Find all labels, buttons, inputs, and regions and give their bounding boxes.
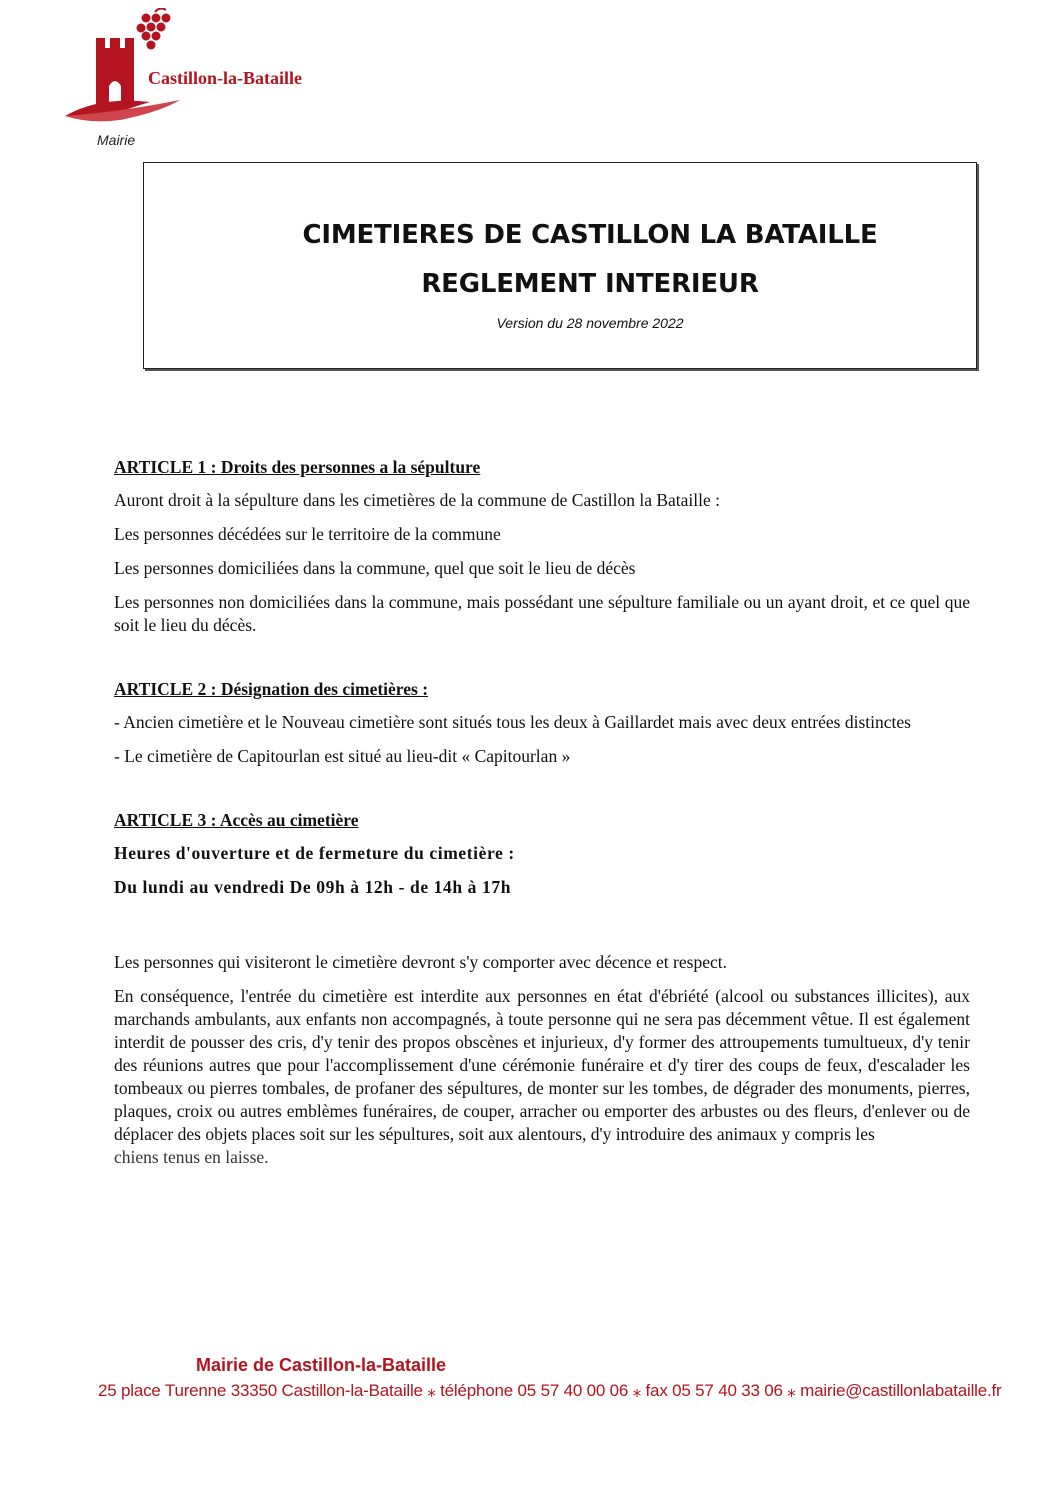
article1-paragraph: Les personnes domiciliées dans la commune, quel que soit le lieu de décès xyxy=(114,558,636,578)
spacer xyxy=(114,779,970,809)
opening-hours-title: Heures d'ouverture et de fermeture du cimetière : xyxy=(114,843,515,863)
document-title-line1: CIMETIERES DE CASTILLON LA BATAILLE xyxy=(302,220,878,250)
footer-town-hall-name: Mairie de Castillon-la-Bataille xyxy=(196,1355,447,1375)
logo-town-name: Castillon-la-Bataille xyxy=(148,68,302,88)
article1-paragraph: Les personnes décédées sur le territoire de la commune xyxy=(114,524,501,544)
document-title-line2: REGLEMENT INTERIEUR xyxy=(421,269,759,299)
article3-paragraph: En conséquence, l'entrée du cimetière est interdite aux personnes en état d'ébriété (alcool ou substances illicites), aux marchands ambulants, aux enfants non accompagnés, à toute personne qui ne sera pas décemment vêtue. Il est également interdit de pousser des cris, d'y tenir des propos obscènes et injurieux, d'y former des attroupements tumultueux, d'y tenir des réunions autres que pour l'accomplissement d'une cérémonie funéraire et d'y tirer des coups de feux, d'escalader les tombeaux ou pierres tombales, de profaner des sépultures, de monter sur les tombes, de dégrader des monuments, pierres, plaques, croix ou autres emblèmes funéraires, de couper, arracher ou emporter des arbustes ou des fleurs, d'enlever ou de déplacer des objets places soit sur les sépultures, soit aux alentours, d'y introduire des animaux y compris les xyxy=(114,986,970,1144)
grape-cluster-icon xyxy=(137,8,171,49)
article1-paragraph: Les personnes non domiciliées dans la commune, mais possédant une sépulture familiale ou un ayant droit, et ce quel que soit le lieu du décès. xyxy=(114,592,970,635)
article2-list-item: - Le cimetière de Capitourlan est situé au lieu-dit « Capitourlan » xyxy=(114,746,571,766)
article1-heading: ARTICLE 1 : Droits des personnes a la sépulture xyxy=(114,457,481,477)
article3-paragraph: Les personnes qui visiteront le cimetière devront s'y comporter avec décence et respect. xyxy=(114,952,727,972)
article3-heading: ARTICLE 3 : Accès au cimetière xyxy=(114,810,359,830)
article1-paragraph: Auront droit à la sépulture dans les cimetières de la commune de Castillon la Bataille : xyxy=(114,490,721,510)
spacer xyxy=(114,917,970,951)
article2-heading: ARTICLE 2 : Désignation des cimetières : xyxy=(114,679,429,699)
logo-subtitle: Mairie xyxy=(97,132,136,148)
town-logo xyxy=(60,8,360,156)
article2-list-item: - Ancien cimetière et le Nouveau cimetière sont situés tous les deux à Gaillardet mais avec deux entrées distinctes xyxy=(114,712,911,732)
document-body xyxy=(114,456,970,1180)
footer-contact-address: 25 place Turenne 33350 Castillon-la-Bataille ⁎ téléphone 05 57 40 00 06 ⁎ fax 05 57 40 33 06 ⁎ mairie@castillonlabataille.fr xyxy=(98,1381,1002,1400)
version-date: Version du 28 novembre 2022 xyxy=(496,315,684,331)
article3-paragraph-end: chiens tenus en laisse. xyxy=(114,1147,269,1167)
title-box xyxy=(143,162,977,369)
spacer xyxy=(114,648,970,678)
opening-hours: Du lundi au vendredi De 09h à 12h - de 14h à 17h xyxy=(114,877,512,897)
